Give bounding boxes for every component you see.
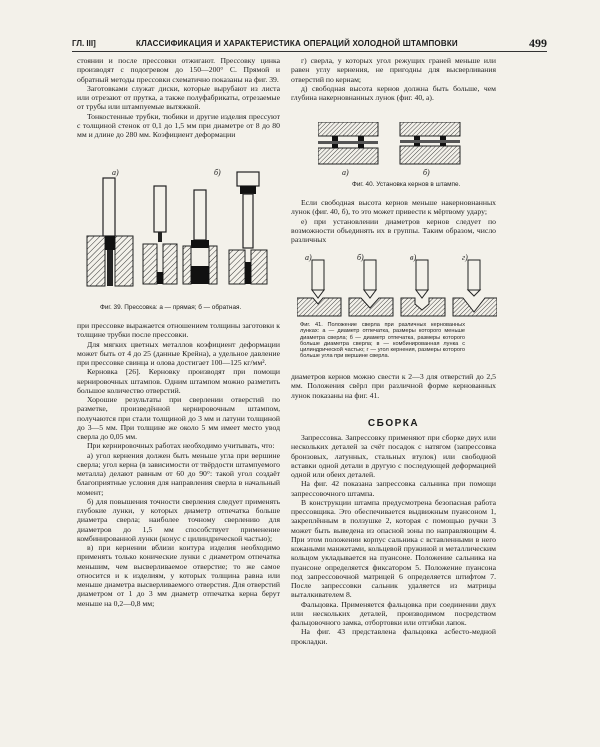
figure-41-label-a: а) [305,253,312,262]
section-heading: СБОРКА [367,418,420,429]
right-column-middle [291,198,496,244]
paragraph: На фиг. 42 показана запрессовка сальника при помощи запрессовочного штампа. [291,479,496,498]
figure-41-caption: Фиг. 41. Положение сверла при различных кернованных лунках: а — диаметр отпечатка, размеры которого меньше диаметра сверла; б — диаметр отпечатка, размеры которого больше диаметра сверла; в — комбинированная лунка с цилиндрической частью; г — угол кернения, размеры которого больше угла при вершине сверла. [300,322,465,360]
figure-41-drill-positions-diagram [297,258,497,320]
figure-40-punch-setup-diagram [318,122,468,180]
page-number: 499 [529,36,547,50]
paragraph: Фальцовка. Применяется фальцовка при соединении двух или нескольких деталей, производимом посредством фальцовочного замка, отбортовки или отгибки лапок. [291,599,496,627]
left-column-top [77,56,280,139]
paragraph: Тонкостенные трубки, тюбики и другие изделия прессуют с толщиной стенок от 0,1 до 1,5 мм при диаметре от 8 до 80 мм и длине до 280 мм. Коэфициент деформации [77,111,280,139]
paragraph: в) при кернении вблизи контура изделия необходимо применять только конические лунки с диаметром отпечатка меньшим, чем высверливаемое отверстие; то же самое относится и к изделиям, у которых толщина равна или меньше диаметра высверливаемого отверстия. Для отверстий диаметром от 1 до 3 мм диаметр отпечатка керна берут меньше на 0,2—0,8 мм; [77,543,280,608]
paragraph: Заготовками служат диски, которые вырубают из листа или отрезают от прутка, а также полуфабрикаты, отрезаемые от трубы или штампуемые вытяжкой. [77,83,280,112]
running-header [72,38,547,52]
right-column-bottom [291,433,496,646]
paragraph: стоянии и после прессовки отжигают. Прессовку цинка производят с подогревом до 150—200° С. Прямой и обратный методы прессовки схематично показаны на фиг. 39. [77,56,280,84]
figure-39-label-a: a) [112,168,119,177]
figure-40-label-b: б) [423,168,430,177]
figure-40-caption: Фиг. 40. Установка кернов в штампе. [352,181,461,188]
paragraph: б) для повышения точности сверления следует применять глубокие лунки, у которых диаметр отпечатка больше диаметра сверла; наиболее точному сверлению для диаметров до 1,5 мм способствует применение комбинированной лунки (конус с цилиндрической частью); [77,496,280,543]
figure-41-label-c: в) [410,253,417,262]
figure-41-label-b: б) [357,253,364,262]
figure-39-extrusion-diagram [85,166,280,296]
paragraph: е) при установлении диаметров кернов следует по возможности объединять их в группы. Таким образом, число различных [291,216,496,244]
paragraph: при прессовке выражается отношением толщины заготовки к толщине трубки после прессовки. [77,321,280,340]
paragraph: На фиг. 43 представлена фальцовка асбесто-медной прокладки. [291,627,496,646]
left-column-bottom [77,321,280,608]
paragraph: Для мягких цветных металлов коэфициент деформации может быть от 4 до 25 (данные Крейна), а удельное давление при прессовке свинца и олова достигает 100—125 кг/мм². [77,339,280,367]
figure-41-label-d: г) [462,253,468,262]
chapter-label: ГЛ. III] [72,39,96,48]
paragraph: диаметров кернов можно свести к 2—3 для отверстий до 2,5 мм. Положения свёрл при различной форме кернованных лунок показаны на фиг. 41. [291,372,496,400]
paragraph: д) свободная высота кернов должна быть больше, чем глубина накерновнанных лунок (фиг. 40, а). [291,83,496,102]
figure-39-caption: Фиг. 39. Прессовка: а — прямая; б — обратная. [100,304,242,311]
figure-40-label-a: а) [342,168,349,177]
paragraph: г) сверла, у которых угол режущих граней меньше или равен углу кернения, не пригодны для высверливания отверстий по кернам; [291,56,496,84]
paragraph: При кернировочных работах необходимо учитывать, что: [87,441,275,451]
paragraph: Хорошие результаты при сверлении отверстий по разметке, произведённой кернировочным штампом, получаются при стали толщиной до 3 мм и латуни толщиной до 3—5 мм. При толщине же около 5 мм имеет место увод сверла до 0,05 мм. [77,395,280,441]
figure-39-label-b: б) [214,168,221,177]
header-title: КЛАССИФИКАЦИЯ И ХАРАКТЕРИСТИКА ОПЕРАЦИЙ ХОЛОДНОЙ ШТАМПОВКИ [136,39,458,48]
right-column-after-figure [291,372,496,400]
paragraph: а) угол кернения должен быть меньше угла при вершине сверла; угол керна (в зависимости от твёрдости штампуемого металла) делают равным от 60 до 90°: такой угол создаёт благоприятные условия для направления сверла в начальный момент; [77,450,280,497]
header-rule [72,51,547,52]
paragraph: Если свободная высота кернов меньше накерновнанных лунок (фиг. 40, б), то это может привести к мёртвому удару; [291,198,496,217]
paragraph: В конструкции штампа предусмотрена безопасная работа прессовщика. Это обеспечивается выдвижным пуансоном 1, закреплённым в ползушке 2, которая с помощью ручки 3 может быть выведена из опасной зоны по направляющим 4. При этом положении корпус сальника с вставленными в него кожаными манжетами, кольцевой пружиной и металлическим кольцом укладывается на пуансоне. Положение сальника на пуансоне определяется фиксатором 5. Положение пуансона под запрессовочной матрицей 6 определяется штифтом 7. После запрессовки сальник удаляется из матрицы выталкивателем 8. [291,497,496,600]
paragraph: Запрессовка. Запрессовку применяют при сборке двух или нескольких деталей за счёт посадок с натягом (запрессовка бронзовых, латунных, стальных втулок) или свободной вставки одной детали в другую с последующей деформацией одной или обеих деталей. [291,433,496,479]
right-column-top [291,56,496,102]
paragraph: Керновка [26]. Керновку производят при помощи кернировочных штампов. Одним штампом можно разметить большое количество отверстий. [77,367,280,395]
